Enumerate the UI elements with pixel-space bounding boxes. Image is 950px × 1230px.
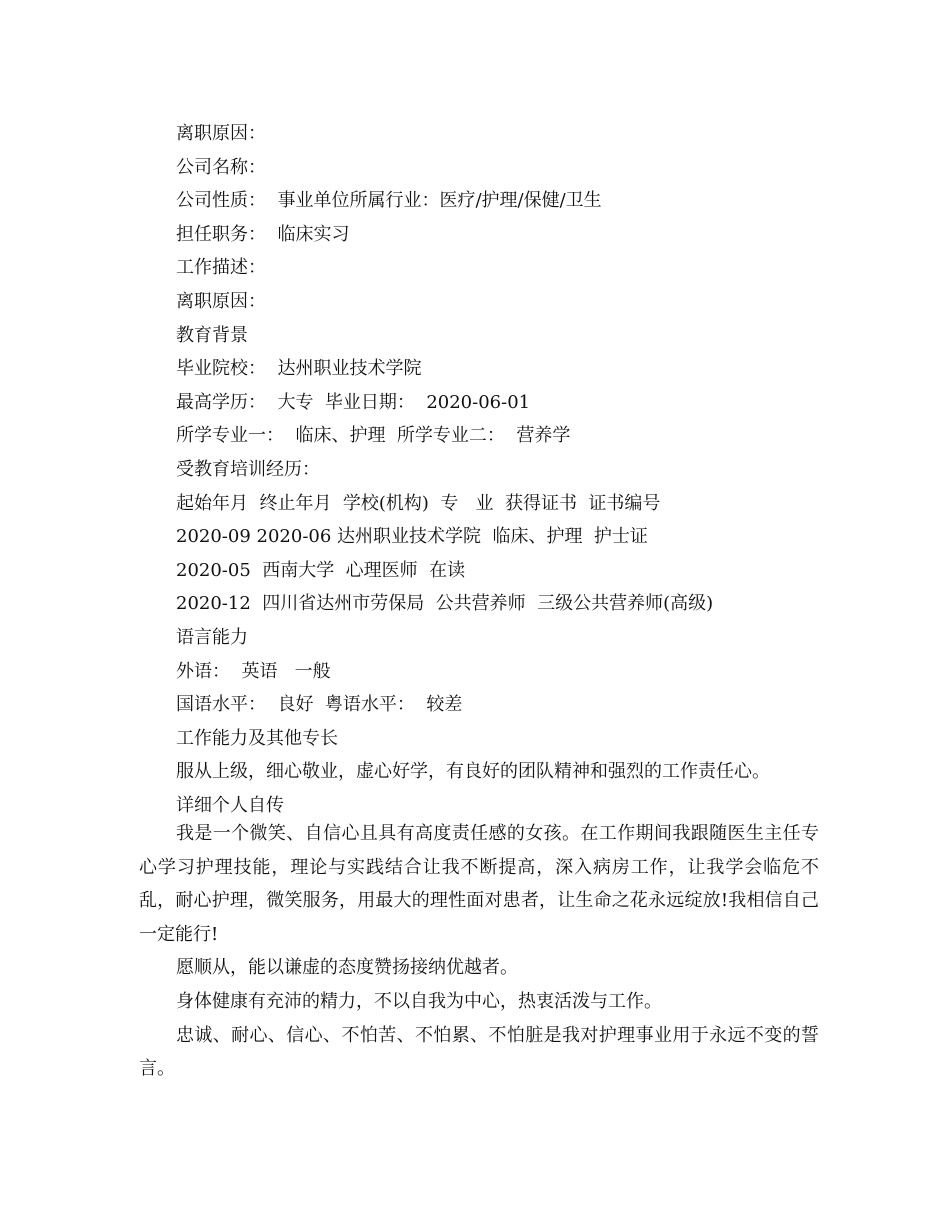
resume-lines xyxy=(139,117,819,822)
training-row: 2020-12 四川省达州市劳保局 公共营养师 三级公共营养师(高级) xyxy=(176,593,714,615)
job-title: 担任职务： 临床实习 xyxy=(176,223,350,245)
company-type: 公司性质： 事业单位所属行业：医疗/护理/保健/卫生 xyxy=(176,190,602,212)
paragraph: 身体健康有充沛的精力，不以自我为中心，热衷活泼与工作。 xyxy=(176,990,662,1012)
mandarin-cantonese: 国语水平： 良好 粤语水平： 较差 xyxy=(176,694,463,716)
graduate-school: 毕业院校： 达州职业技术学院 xyxy=(176,358,422,380)
autobiography xyxy=(139,817,819,1086)
leave-reason-2: 离职原因： xyxy=(176,290,266,312)
company-name: 公司名称： xyxy=(176,156,266,178)
paragraph: 我是一个微笑、自信心且具有高度责任感的女孩。在工作期间我跟随医生主任专心学习护理技能，理论与实践结合让我不断提高，深入病房工作，让我学会临危不乱，耐心护理，微笑服务，用最大的理性面对患者，让生命之花永远绽放!我相信自己一定能行! xyxy=(139,823,819,945)
paragraph: 愿顺从，能以谦虚的态度赞扬接纳优越者。 xyxy=(176,957,518,979)
foreign-language: 外语： 英语 一般 xyxy=(176,660,331,682)
training-row: 2020-05 西南大学 心理医师 在读 xyxy=(176,559,466,581)
paragraph: 忠诚、耐心、信心、不怕苦、不怕累、不怕脏是我对护理事业用于永远不变的誓言。 xyxy=(139,1024,819,1080)
section-language: 语言能力 xyxy=(176,626,248,648)
section-skills: 工作能力及其他专长 xyxy=(176,727,338,749)
leave-reason-1: 离职原因： xyxy=(176,123,266,144)
job-description: 工作描述： xyxy=(176,257,266,279)
highest-degree: 最高学历： 大专 毕业日期： 2020-06-01 xyxy=(176,391,531,413)
training-columns: 起始年月 终止年月 学校(机构) 专 业 获得证书 证书编号 xyxy=(176,492,661,514)
skills-text: 服从上级，细心敬业，虚心好学，有良好的团队精神和强烈的工作责任心。 xyxy=(176,761,770,783)
section-autobiography: 详细个人自传 xyxy=(176,794,284,816)
training-row: 2020-09 2020-06 达州职业技术学院 临床、护理 护士证 xyxy=(176,526,648,548)
section-education: 教育背景 xyxy=(176,324,248,346)
training-heading: 受教育培训经历： xyxy=(176,458,320,480)
majors: 所学专业一： 临床、护理 所学专业二： 营养学 xyxy=(176,425,571,447)
